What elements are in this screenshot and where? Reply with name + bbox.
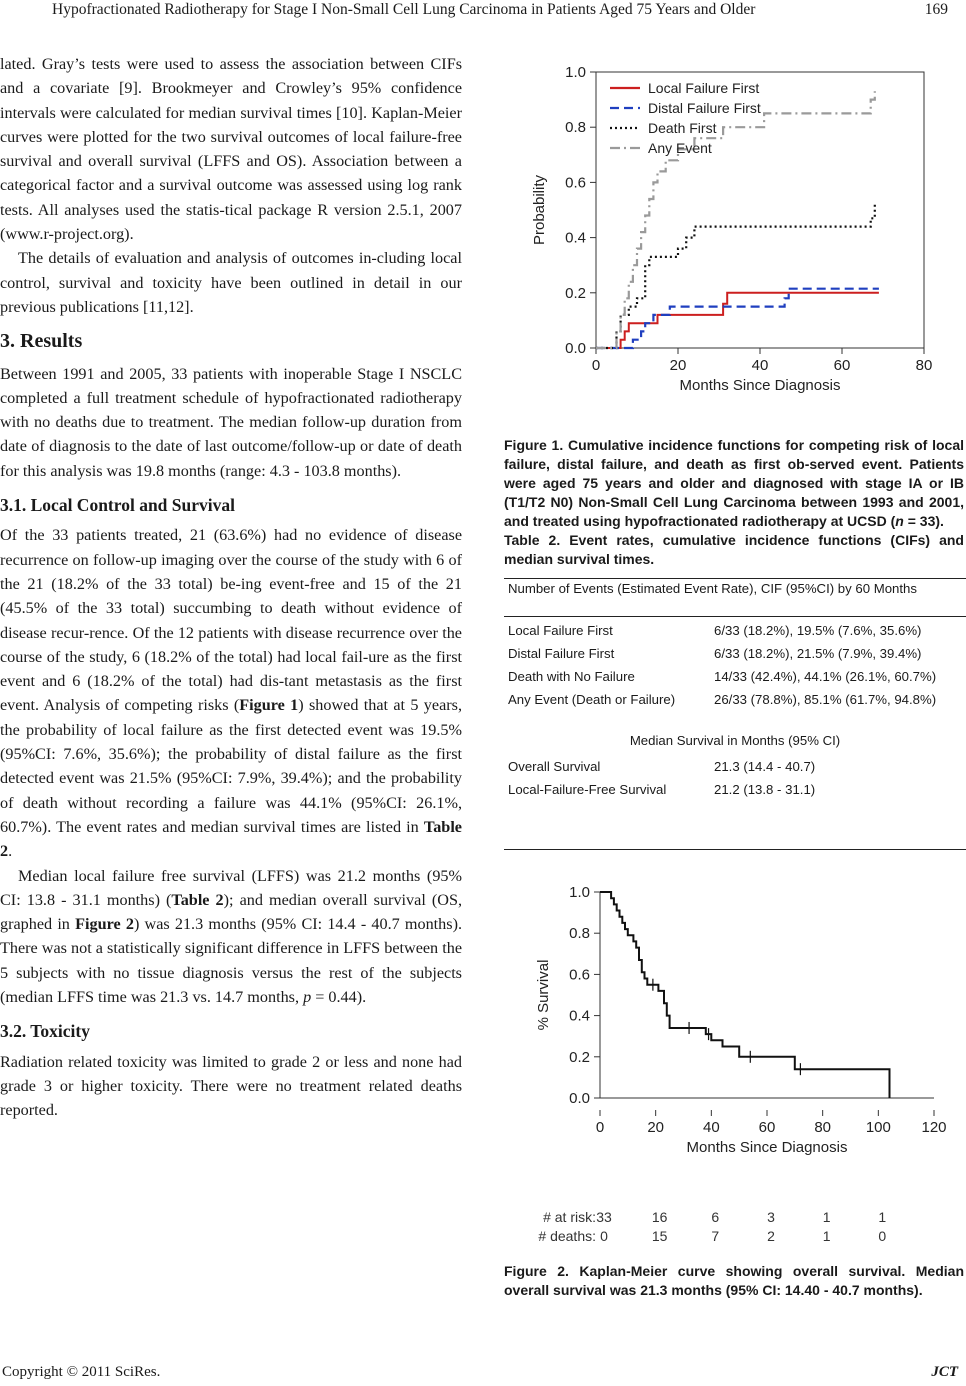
x-tick-label: 20 — [669, 357, 687, 374]
x-tick-label: 120 — [921, 1119, 947, 1136]
y-tick-label: 0.8 — [569, 925, 590, 943]
x-tick-label: 0 — [591, 357, 601, 374]
x-tick-label: 60 — [833, 357, 851, 374]
deaths-count: 0 — [878, 1228, 887, 1244]
y-tick-label: 0.4 — [565, 229, 586, 247]
table-2-header: Number of Events (Estimated Event Rate), CIF (95%CI) by 60 Months — [508, 581, 917, 596]
at-risk-count: 6 — [711, 1209, 720, 1225]
table-2-caption: Table 2. Event rates, cumulative incidence functions (CIFs) and median survival times. — [504, 532, 964, 567]
figure-1-legend — [610, 80, 761, 156]
x-tick-label: 40 — [702, 1119, 720, 1136]
y-tick-label: 1.0 — [569, 884, 590, 901]
deaths-count: 15 — [651, 1228, 668, 1244]
row-label: Local-Failure-Free Survival — [508, 782, 667, 797]
figure-2-series — [600, 892, 890, 1098]
at-risk-count: 16 — [651, 1209, 668, 1225]
figure-1-ref[interactable]: Figure 1 — [239, 696, 299, 715]
series-line-1 — [596, 289, 879, 348]
row-label: Death with No Failure — [508, 669, 635, 684]
x-axis-title: Months Since Diagnosis — [686, 1139, 848, 1156]
row-value: 21.2 (13.8 - 31.1) — [714, 782, 816, 797]
at-risk-count: 1 — [822, 1209, 831, 1225]
row-label: Distal Failure First — [508, 646, 615, 661]
series-line-2 — [596, 205, 875, 349]
x-tick-label: 20 — [647, 1119, 665, 1136]
running-header — [0, 0, 966, 26]
deaths-count: 2 — [767, 1228, 775, 1244]
row-label: Any Event (Death or Failure) — [508, 692, 676, 707]
table-2-subheader: Median Survival in Months (95% CI) — [629, 733, 841, 748]
figure-1-chart — [508, 52, 964, 424]
legend-label: Distal Failure First — [648, 100, 761, 116]
x-tick-label: 40 — [751, 357, 769, 374]
y-tick-label: 0.6 — [565, 174, 586, 192]
paragraph-median-survival: Median local failure free survival (LFFS) was 21.2 months (95% CI: 13.8 - 31.1 months) (Table 2); and median overall survival (OS, graphed in Figure 2) was 21.3 months (95% CI: 14.4 - 40.7 months). There was not a statistically significant difference in LFFS between the 5 subjects with no tissue diagnosis versus the rest of the subjects (median LFFS time was 21.3 vs. 14.7 months, p = 0.44). — [0, 866, 463, 1006]
figure-2-axes — [535, 884, 947, 1156]
legend-label: Local Failure First — [648, 80, 760, 96]
page-number: 169 — [924, 1, 948, 18]
y-tick-label: 0.4 — [569, 1007, 590, 1025]
row-label: Overall Survival — [508, 759, 601, 774]
section-heading-results: 3. Results — [0, 330, 83, 353]
left-column — [0, 52, 462, 1122]
figure-2-caption: Figure 2. Kaplan-Meier curve showing overall survival. Median overall survival was 21.3 months (95% CI: 14.40 - 40.7 months). — [504, 1263, 964, 1298]
at-risk-count: 3 — [767, 1209, 775, 1225]
subsection-heading-local-control: 3.1. Local Control and Survival — [0, 495, 235, 516]
row-value: 6/33 (18.2%), 21.5% (7.9%, 39.4%) — [714, 646, 922, 661]
x-tick-label: 80 — [915, 357, 933, 374]
at-risk-count: 1 — [878, 1209, 887, 1225]
at-risk-count: 33 — [596, 1209, 612, 1225]
x-tick-label: 80 — [814, 1119, 832, 1136]
figure-1-series — [596, 91, 879, 348]
row-value: 6/33 (18.2%), 19.5% (7.6%, 35.6%) — [714, 623, 922, 638]
series-line-0 — [600, 892, 890, 1098]
paragraph-toxicity: Radiation related toxicity was limited to grade 2 or less and none had grade 3 or higher toxicity. There were no treatment related deaths reported. — [0, 1052, 462, 1120]
x-tick-label: 0 — [595, 1119, 605, 1136]
at-risk-label: # at risk: — [543, 1209, 596, 1225]
subsection-heading-toxicity: 3.2. Toxicity — [0, 1021, 90, 1042]
y-tick-label: 0.0 — [569, 1090, 590, 1107]
paragraph-local-control: Of the 33 patients treated, 21 (63.6%) had no evidence of disease recurrence on follow-up imaging over the course of the study with 6 of the 21 (18.2% of the 33 total) be-ing event-free and 15 of the 21 (45.5% of the 33 total) succumbing to death without evidence of disease recur-rence. Of the 12 patients with disease recurrence over the course of the study, 6 (18.2% of the total) had local fail-ure as the first event and 6 (18.2% of the total) had dis-tant metastasis as the first event. Analysis of competing risks (Figure 1) showed that at 5 years, the probability of local failure as the first detected event was 19.5% (95%CI: 7.6%, 35.6%); the probability of distal failure as the first detected event was 21.5% (95%CI: 7.9%, 39.4%); and the probability of death without recording a failure was 44.1% (95%CI: 26.1%, 60.7%). The event rates and median survival times are listed in Table 2. — [0, 526, 462, 861]
row-value: 26/33 (78.8%), 85.1% (61.7%, 94.8%) — [714, 692, 937, 707]
y-tick-label: 0.2 — [565, 284, 586, 302]
figure-2-ref[interactable]: Figure 2 — [75, 915, 134, 934]
paragraph-details: The details of evaluation and analysis of outcomes in-cluding local control, survival and toxicity have been outlined in detail in our previous publications [11,12]. — [0, 249, 462, 316]
paragraph-results-intro: Between 1991 and 2005, 33 patients with inoperable Stage I NSCLC completed a full treatment schedule of hypofractionated radiotherapy with no deaths due to treatment. The median follow-up duration from date of diagnosis to the date of last outcome/follow-up or date of death for this analysis was 19.8 months (range: 4.3 - 103.8 months). — [0, 364, 462, 480]
copyright: Copyright © 2011 SciRes. — [2, 1364, 161, 1380]
y-tick-label: 0.6 — [569, 966, 590, 984]
table-row — [504, 666, 966, 689]
table-row — [504, 779, 966, 802]
deaths-label: # deaths: — [538, 1228, 596, 1244]
figure-2-chart — [520, 868, 964, 1248]
paragraph-methods: lated. Gray’s tests were used to assess the association between CIFs and a covariate [9]. Brookmeyer and Crowley’s 95% confidence intervals were calculated for median survival times [10]. Kaplan-Meier curves were plotted for the two survival outcomes of local failure-free survival and overall survival (LFFS and OS). Association between a categorical factor and a survival outcome was assessed using log rank tests. All analyses used the statis-tical package R version 2.5.1, 2007 (www.r-project.org). — [0, 55, 462, 244]
y-tick-label: 1.0 — [565, 64, 586, 81]
journal-abbrev: JCT — [931, 1364, 958, 1380]
legend-label: Death First — [648, 120, 717, 136]
x-tick-label: 100 — [865, 1119, 891, 1136]
row-value: 14/33 (42.4%), 44.1% (26.1%, 60.7%) — [714, 669, 937, 684]
table-2 — [504, 578, 966, 853]
running-title: Hypofractionated Radiotherapy for Stage I Non-Small Cell Lung Carcinoma in Patients Aged 75 Years and Older — [52, 1, 756, 18]
x-axis-title: Months Since Diagnosis — [679, 377, 841, 394]
row-value: 21.3 (14.4 - 40.7) — [714, 759, 816, 774]
table-row — [504, 689, 966, 712]
y-tick-label: 0.2 — [569, 1048, 590, 1066]
table-row — [504, 756, 966, 779]
table-2-ref[interactable]: Table 2 — [171, 890, 224, 909]
table-row — [504, 620, 966, 643]
deaths-count: 1 — [822, 1228, 831, 1244]
table-row — [504, 643, 966, 666]
row-label: Local Failure First — [508, 623, 613, 638]
y-axis-title: Probability — [531, 174, 548, 246]
figure-2-risk-table — [538, 1209, 886, 1244]
deaths-count: 7 — [711, 1228, 720, 1244]
y-axis-title: % Survival — [535, 959, 552, 1031]
legend-label: Any Event — [648, 140, 712, 156]
x-tick-label: 60 — [758, 1119, 776, 1136]
table-2-ref[interactable]: Table 2 — [0, 817, 462, 861]
deaths-count: 0 — [600, 1228, 608, 1244]
series-line-3 — [596, 91, 875, 348]
figure-1-caption: Figure 1. Cumulative incidence functions for competing risk of local failure, distal failure, and death as first ob-served event. Patients were aged 75 years and older and diagnosed with stage IA or IB (T1/T2 N0) Non-Small Cell Lung Carcinoma between 1993 and 2001, and treated using hypofractionated radiotherapy at UCSD (n = 33). — [504, 437, 964, 529]
y-tick-label: 0.8 — [565, 119, 586, 137]
y-tick-label: 0.0 — [565, 340, 586, 357]
